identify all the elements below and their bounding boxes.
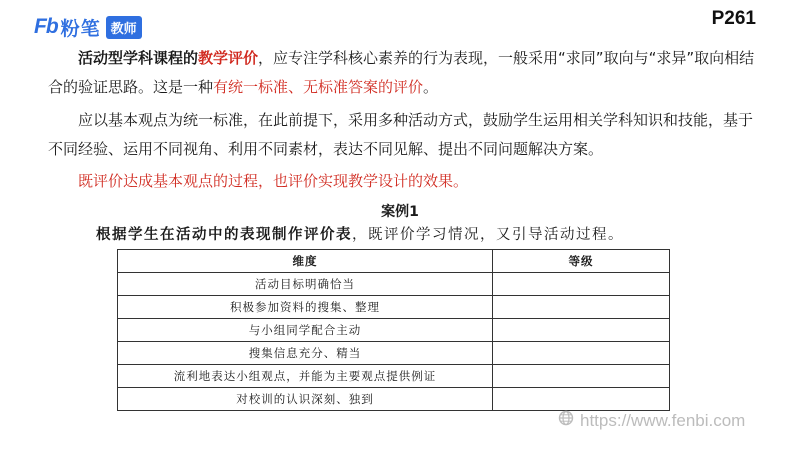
watermark-url: https://www.fenbi.com	[580, 410, 746, 430]
table-header-row	[118, 250, 670, 273]
table-row	[118, 273, 670, 296]
logo-badge: 教师	[106, 16, 142, 39]
grade-cell	[493, 296, 670, 319]
paragraph-standard: 应以基本观点为统一标准，在此前提下，采用多种活动方式，鼓励学生运用相关学科知识和技能，基于不同经验、运用不同视角、利用不同素材，表达不同见解、提出不同问题解决方案。	[48, 111, 754, 158]
p1-keyword: 教学评价	[198, 49, 259, 67]
table-row	[118, 365, 670, 388]
p1-highlight: 有统一标准、无标准答案的评价	[213, 78, 424, 96]
header-dimension: 维度	[118, 250, 493, 273]
grade-cell	[493, 319, 670, 342]
p1-lead: 活动型学科课程的	[78, 49, 199, 67]
dimension-cell: 活动目标明确恰当	[118, 273, 493, 296]
case-title: 案例1	[381, 204, 419, 220]
header-grade: 等级	[493, 250, 670, 273]
grade-cell	[493, 388, 670, 411]
case-description	[96, 223, 624, 244]
dimension-cell: 积极参加资料的搜集、整理	[118, 296, 493, 319]
grade-cell	[493, 365, 670, 388]
evaluation-table	[117, 249, 670, 411]
p1-end: 。	[423, 78, 439, 96]
grade-cell	[493, 273, 670, 296]
logo-name: 粉笔	[60, 17, 101, 40]
dimension-cell: 与小组同学配合主动	[118, 319, 493, 342]
table-row	[118, 296, 670, 319]
table-row	[118, 319, 670, 342]
table-row	[118, 388, 670, 411]
grade-cell	[493, 342, 670, 365]
logo-mark: Fb	[34, 15, 58, 38]
watermark	[558, 410, 745, 431]
case-desc-bold: 根据学生在活动中的表现制作评价表	[96, 226, 352, 243]
dimension-cell: 对校训的认识深刻、独到	[118, 388, 493, 411]
globe-icon	[558, 410, 574, 431]
p1-body: ，应专注学科核心素养的行为表现，一般采用“求同”取向与“求异”取向相结合的验证思路。这是一种	[48, 49, 755, 96]
dimension-cell: 搜集信息充分、精当	[118, 342, 493, 365]
paragraph-evaluation	[48, 44, 760, 102]
fenbi-logo	[34, 14, 142, 40]
table-row	[118, 342, 670, 365]
case-desc-rest: ，既评价学习情况，又引导活动过程。	[352, 227, 624, 243]
page-number: P261	[711, 8, 756, 29]
paragraph-conclusion: 既评价达成基本观点的过程，也评价实现教学设计的效果。	[78, 172, 469, 190]
dimension-cell: 流利地表达小组观点，并能为主要观点提供例证	[118, 365, 493, 388]
